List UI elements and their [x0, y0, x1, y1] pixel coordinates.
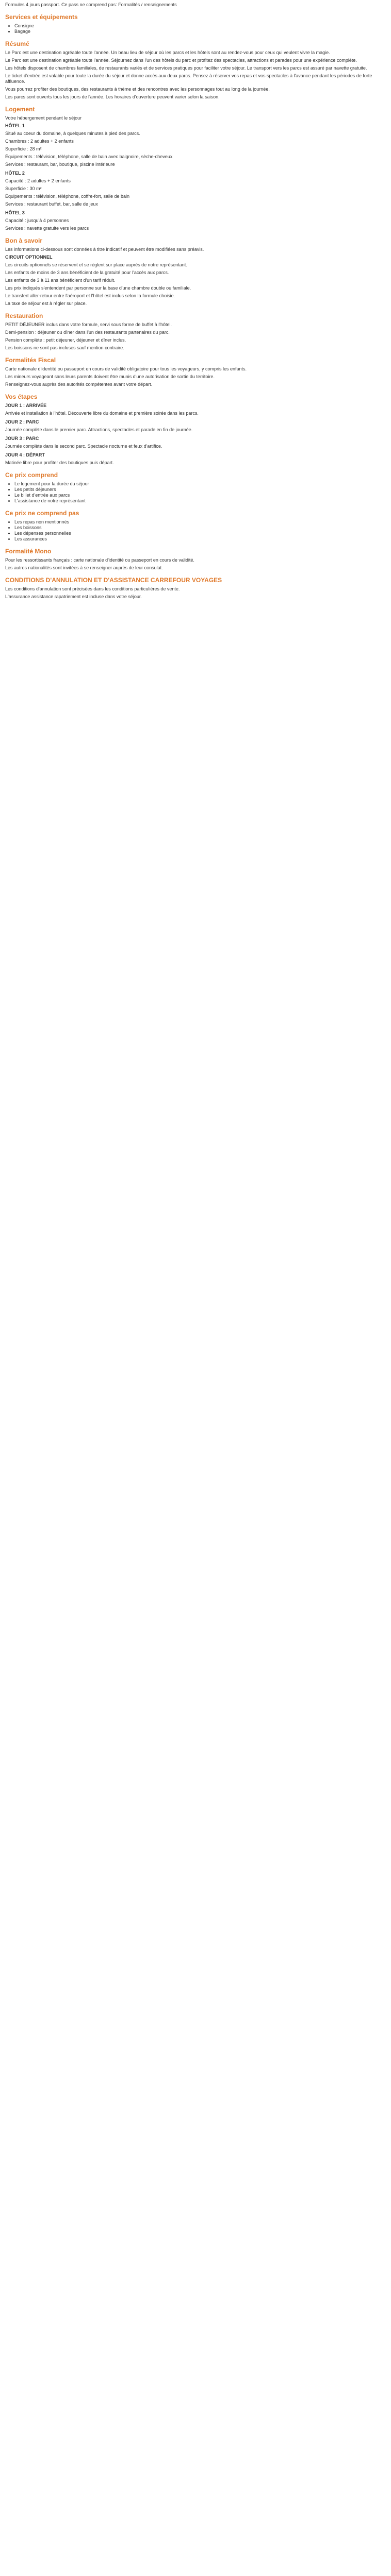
etape-heading: JOUR 2 : PARC: [5, 419, 39, 425]
prix-ne-comprend-pas-item: • Les dépenses personnelles: [14, 531, 386, 536]
hotel-block: [5, 210, 386, 231]
resume-paragraph: Le ticket d'entrée est valable pour toute la durée du séjour et donne accès aux deux parcs. Pensez à réserver vos repas et vos spectacles à l'avance pendant les périodes de forte affluence.: [5, 73, 372, 84]
bon-savoir-paragraph: Les enfants de 3 à 11 ans bénéficient d'un tarif réduit.: [5, 278, 116, 283]
hotel-block: [5, 171, 386, 207]
prix-ne-comprend-pas-item: • Les assurances: [14, 536, 386, 542]
resume-paragraph: Le Parc est une destination agréable toute l'année. Séjournez dans l'un des hôtels du parc et profitez des spectacles, attractions et parades pour une expérience complète.: [5, 58, 357, 63]
prix-comprend-title: Ce prix comprend: [5, 471, 58, 479]
formalites-paragraph: Renseignez-vous auprès des autorités compétentes avant votre départ.: [5, 382, 153, 387]
hotel-block: [5, 123, 386, 167]
etape-text: Arrivée et installation à l'hôtel. Découverte libre du domaine et première soirée dans les parcs.: [5, 411, 199, 416]
hotel-line: Superficie : 30 m²: [5, 186, 42, 191]
etape-heading: JOUR 1 : ARRIVÉE: [5, 403, 47, 408]
formalite-mono-paragraph: Pour les ressortissants français : carte nationale d'identité ou passeport en cours de validité.: [5, 557, 194, 563]
etape-heading: JOUR 3 : PARC: [5, 436, 39, 441]
prix-ne-comprend-pas-item: • Les repas non mentionnés: [14, 519, 386, 525]
bon-savoir-title: Bon à savoir: [5, 237, 43, 244]
etape-block: [5, 452, 386, 466]
bon-savoir-paragraph: Le transfert aller-retour entre l'aéroport et l'hôtel est inclus selon la formule choisie.: [5, 293, 175, 298]
hotel-line: Services : restaurant, bar, boutique, piscine intérieure: [5, 162, 115, 167]
formalites-title: Formalités Fiscal: [5, 357, 56, 364]
etape-heading: JOUR 4 : DÉPART: [5, 452, 45, 457]
conditions-paragraph: Les conditions d'annulation sont précisées dans les conditions particulières de vente.: [5, 586, 180, 591]
logement-intro: Votre hébergement pendant le séjour: [5, 115, 82, 121]
prix-comprend-item: • L'assistance de notre représentant: [14, 498, 386, 504]
conditions-title: CONDITIONS D'ANNULATION ET D'ASSISTANCE CARREFOUR VOYAGES: [5, 577, 222, 584]
services-title: Services et équipements: [5, 13, 78, 21]
formalites-paragraph: Carte nationale d'identité ou passeport en cours de validité obligatoire pour tous les voyageurs, y compris les enfants.: [5, 366, 247, 371]
restauration-title: Restauration: [5, 312, 43, 319]
bon-savoir-paragraph: Les prix indiqués s'entendent par personne sur la base d'une chambre double ou familiale.: [5, 285, 191, 291]
etape-block: [5, 403, 386, 416]
bon-savoir-paragraph: La taxe de séjour est à régler sur place.: [5, 301, 87, 306]
hotel-line: Équipements : télévision, téléphone, coffre-fort, salle de bain: [5, 194, 129, 199]
etape-block: [5, 419, 386, 433]
vos-etapes-title: Vos étapes: [5, 393, 38, 400]
prix-comprend-list: [5, 481, 386, 504]
restauration-paragraph: PETIT DÉJEUNER inclus dans votre formule, servi sous forme de buffet à l'hôtel.: [5, 322, 172, 327]
prix-ne-comprend-pas-title: Ce prix ne comprend pas: [5, 510, 79, 517]
hotel-line: Services : restaurant buffet, bar, salle de jeux: [5, 201, 98, 207]
hotel-line: Équipements : télévision, téléphone, salle de bain avec baignoire, sèche-cheveux: [5, 154, 173, 159]
prix-ne-comprend-pas-list: [5, 519, 386, 542]
hotel-heading: HÔTEL 2: [5, 171, 25, 176]
prix-comprend-item: • Les petits déjeuners: [14, 487, 386, 493]
hotel-line: Superficie : 28 m²: [5, 146, 42, 151]
hotel-line: Services : navette gratuite vers les parcs: [5, 226, 89, 231]
hotel-line: Capacité : jusqu'à 4 personnes: [5, 218, 69, 223]
etape-text: Journée complète dans le second parc. Spectacle nocturne et feux d'artifice.: [5, 444, 162, 449]
restauration-paragraph: Pension complète : petit déjeuner, déjeuner et dîner inclus.: [5, 337, 126, 343]
resume-paragraph: Les parcs sont ouverts tous les jours de l'année. Les horaires d'ouverture peuvent varier selon la saison.: [5, 94, 220, 99]
restauration-paragraph: Les boissons ne sont pas incluses sauf mention contraire.: [5, 345, 124, 350]
resume-title: Résumé: [5, 40, 29, 47]
services-list: [5, 23, 386, 35]
restauration-paragraph: Demi-pension : déjeuner ou dîner dans l'un des restaurants partenaires du parc.: [5, 330, 170, 335]
page: [0, 0, 391, 602]
etape-block: [5, 436, 386, 449]
resume-paragraph: Les hôtels disposent de chambres familiales, de restaurants variés et de services pratiques pour faciliter votre séjour. Le transport vers les parcs est assuré par navette gratuite.: [5, 65, 367, 71]
prix-comprend-item: • Le logement pour la durée du séjour: [14, 481, 386, 487]
hotel-heading: HÔTEL 1: [5, 123, 25, 128]
bon-savoir-paragraph: Les informations ci-dessous sont données à titre indicatif et peuvent être modifiées sans préavis.: [5, 247, 204, 252]
services-item: • Bagage: [14, 29, 386, 35]
hotel-heading: HÔTEL 3: [5, 210, 25, 215]
resume-paragraph: Vous pourrez profiter des boutiques, des restaurants à thème et des rencontres avec les personnages tout au long de la journée.: [5, 87, 270, 92]
intro-text: Formules 4 jours passport. Ce pass ne comprend pas: Formalités / renseignements: [5, 2, 177, 7]
hotel-line: Capacité : 2 adultes + 2 enfants: [5, 178, 71, 183]
etape-text: Matinée libre pour profiter des boutiques puis départ.: [5, 460, 114, 465]
bon-savoir-paragraph: Les circuits optionnels se réservent et se règlent sur place auprès de notre représentant.: [5, 262, 187, 267]
resume-paragraph: Le Parc est une destination agréable toute l'année. Un beau lieu de séjour où les parcs et les hôtels sont au rendez-vous pour ceux qui veulent vivre la magie.: [5, 50, 330, 55]
prix-comprend-item: • Le billet d'entrée aux parcs: [14, 493, 386, 498]
prix-ne-comprend-pas-item: • Les boissons: [14, 525, 386, 531]
services-item: • Consigne: [14, 23, 386, 29]
formalite-mono-paragraph: Les autres nationalités sont invitées à se renseigner auprès de leur consulat.: [5, 565, 163, 570]
conditions-paragraph: L'assurance assistance rapatriement est incluse dans votre séjour.: [5, 594, 142, 599]
hotel-line: Chambres : 2 adultes + 2 enfants: [5, 139, 74, 144]
formalite-mono-title: Formalité Mono: [5, 548, 52, 555]
bon-savoir-paragraph: Les enfants de moins de 3 ans bénéficient de la gratuité pour l'accès aux parcs.: [5, 270, 169, 275]
bon-savoir-paragraph: CIRCUIT OPTIONNEL: [5, 255, 53, 260]
formalites-paragraph: Les mineurs voyageant sans leurs parents doivent être munis d'une autorisation de sortie du territoire.: [5, 374, 215, 379]
logement-title: Logement: [5, 106, 35, 113]
hotel-line: Situé au coeur du domaine, à quelques minutes à pied des parcs.: [5, 131, 140, 136]
etape-text: Journée complète dans le premier parc. Attractions, spectacles et parade en fin de journée.: [5, 427, 193, 432]
